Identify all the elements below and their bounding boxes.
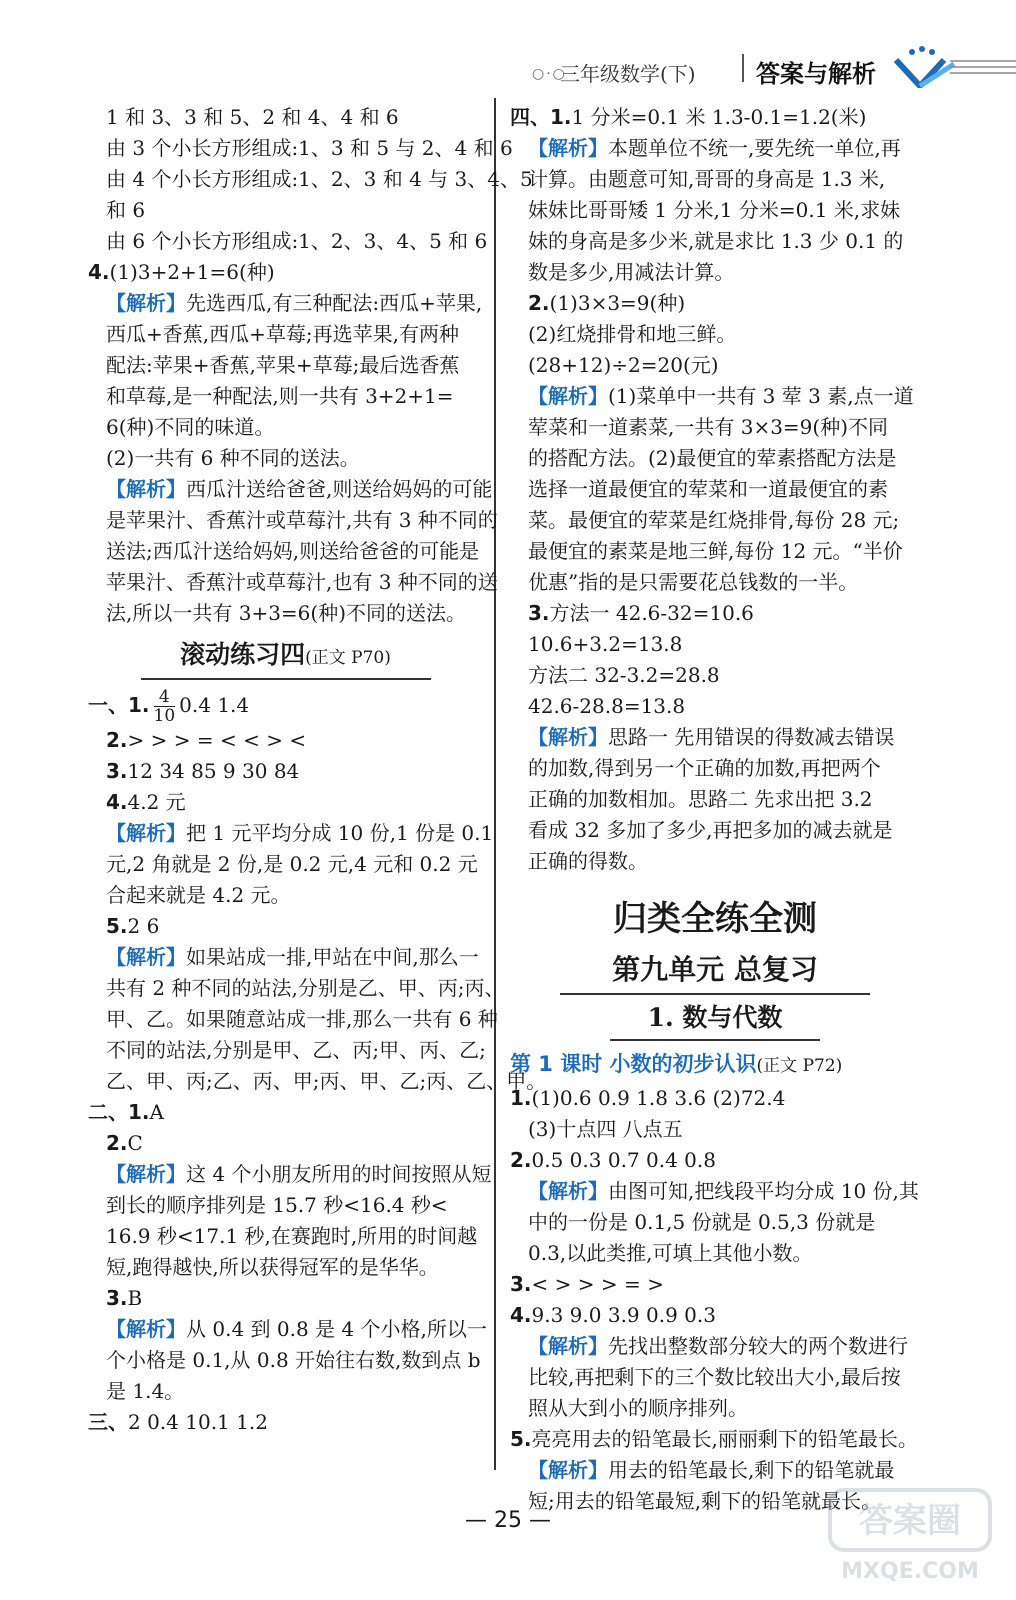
line-text: 0.5 0.3 0.7 0.4 0.8 xyxy=(531,1148,716,1172)
line-text: 方法二 32-3.2=28.8 xyxy=(528,663,720,687)
question-number: 3. xyxy=(510,1272,532,1296)
analysis-label: 【解析】 xyxy=(528,384,608,408)
section-title-roll xyxy=(88,635,483,678)
line-text: 和草莓,是一种配法,则一共有 3+2+1= xyxy=(106,384,454,408)
answer-line xyxy=(510,753,920,784)
analysis-label: 【解析】 xyxy=(106,945,186,969)
line-text: 最便宜的素菜是地三鲜,每份 12 元。“半价 xyxy=(528,539,903,563)
line-text: 由 4 个小长方形组成:1、2、3 和 4 与 3、4、5 xyxy=(106,167,533,191)
line-text: 6(种)不同的味道。 xyxy=(106,415,275,439)
line-text: 西瓜汁送给爸爸,则送给妈妈的可能 xyxy=(186,477,493,501)
question-number: 3. xyxy=(106,1286,128,1310)
watermark-logo xyxy=(820,1480,1000,1590)
answer-line xyxy=(510,1176,920,1207)
answer-line xyxy=(88,1283,483,1314)
answer-line xyxy=(510,381,920,412)
answer-line xyxy=(88,911,483,942)
answer-line xyxy=(510,846,920,877)
answer-line xyxy=(510,1238,920,1269)
question-number: 三、 xyxy=(88,1410,128,1434)
answer-line xyxy=(88,443,483,474)
right-column xyxy=(510,102,920,1517)
answer-line xyxy=(88,1159,492,1190)
answer-line xyxy=(510,691,920,722)
line-text: 从 0.4 到 0.8 是 4 个小格,所以一 xyxy=(186,1317,487,1341)
line-text: C xyxy=(127,1131,143,1155)
left-answer-lines xyxy=(88,102,533,629)
line-text: 2 6 xyxy=(127,914,160,938)
line-text: (1)3+2+1=6(种) xyxy=(109,260,275,284)
answer-line xyxy=(88,381,483,412)
question-number: 5. xyxy=(106,914,128,938)
line-text: 和 6 xyxy=(106,198,146,222)
analysis-label: 【解析】 xyxy=(106,1162,186,1186)
answer-line xyxy=(88,787,483,818)
answer-line xyxy=(88,1345,483,1376)
answer-line xyxy=(88,1097,483,1128)
line-text: 计算。由题意可知,哥哥的身高是 1.3 米, xyxy=(528,167,886,191)
answer-line xyxy=(510,474,920,505)
answer-line xyxy=(510,629,920,660)
answer-line xyxy=(88,1035,486,1066)
line-text: 把 1 元平均分成 10 份,1 份是 0.1 xyxy=(186,821,494,845)
decorative-dots: ○·○ xyxy=(532,66,567,82)
answer-line xyxy=(510,567,920,598)
answer-line xyxy=(510,1269,920,1300)
answer-line xyxy=(88,164,533,195)
lesson-title xyxy=(510,1047,920,1083)
answer-line xyxy=(88,536,483,567)
lesson-title-text: 第 1 课时 小数的初步认识 xyxy=(510,1052,757,1076)
answer-line xyxy=(510,1331,920,1362)
line-text: 的加数,得到另一个正确的加数,再把两个 xyxy=(528,756,881,780)
line-text: 由 6 个小长方形组成:1、2、3、4、5 和 6 xyxy=(106,229,488,253)
answer-line xyxy=(88,973,505,1004)
line-text: 正确的得数。 xyxy=(528,849,648,873)
section-label: 答案与解析 xyxy=(756,60,876,88)
answer-line xyxy=(88,567,498,598)
answer-line xyxy=(510,722,920,753)
line-text: 比较,再把剩下的三个数比较出大小,最后按 xyxy=(528,1365,901,1389)
line-text: 12 34 85 9 30 84 xyxy=(127,759,300,783)
page-header xyxy=(520,44,1000,94)
answer-line xyxy=(510,1145,920,1176)
analysis-label: 【解析】 xyxy=(106,477,186,501)
line-text: (2)一共有 6 种不同的送法。 xyxy=(106,446,360,470)
question-number: 2. xyxy=(528,291,550,315)
answer-line xyxy=(510,195,920,226)
line-text: 10.6+3.2=13.8 xyxy=(528,632,683,656)
answer-line xyxy=(88,505,498,536)
line-text: 用去的铅笔最长,剩下的铅笔就最 xyxy=(608,1458,895,1482)
line-text: 思路一 先用错误的得数减去错误 xyxy=(608,725,895,749)
answer-line xyxy=(88,1376,483,1407)
answer-line xyxy=(88,257,483,288)
line-text: 1 和 3、3 和 5、2 和 4、4 和 6 xyxy=(106,105,399,129)
answer-line xyxy=(88,942,483,973)
line-text: 照从大到小的顺序排列。 xyxy=(528,1396,748,1420)
line-text: 不同的站法,分别是甲、乙、丙;甲、丙、乙; xyxy=(106,1038,486,1062)
line-text: 42.6-28.8=13.8 xyxy=(528,694,686,718)
question-number: 4. xyxy=(510,1303,532,1327)
question-number: 四、1. xyxy=(510,105,572,129)
answer-line xyxy=(510,288,920,319)
answer-line xyxy=(88,1190,483,1221)
roll-title-text: 滚动练习四 xyxy=(180,640,306,669)
line-text: 0.4 1.4 xyxy=(179,693,250,717)
line-text: 方法一 42.6-32=10.6 xyxy=(549,601,754,625)
line-text: < > > > = > xyxy=(531,1272,664,1296)
answer-line xyxy=(510,1424,920,1455)
analysis-label: 【解析】 xyxy=(528,1179,608,1203)
line-text: B xyxy=(127,1286,143,1310)
answer-line xyxy=(510,102,920,133)
answer-line xyxy=(88,412,483,443)
answer-line xyxy=(510,1393,920,1424)
answer-line xyxy=(88,195,483,226)
line-text: > > > = < < > < xyxy=(127,728,307,752)
line-text: 由 3 个小长方形组成:1、3 和 5 与 2、4 和 6 xyxy=(106,136,513,160)
answer-line xyxy=(510,443,920,474)
line-text: 优惠”指的是只需要花总钱数的一半。 xyxy=(528,570,859,594)
line-text: 2 0.4 10.1 1.2 xyxy=(128,1410,268,1434)
question-number: 一、1. xyxy=(88,693,150,717)
analysis-label: 【解析】 xyxy=(528,1334,608,1358)
chapter-big-title: 归类全练全测 xyxy=(613,899,817,939)
header-separator xyxy=(742,54,744,82)
line-text: 短;用去的铅笔最短,剩下的铅笔就最长。 xyxy=(528,1489,882,1513)
line-text: 16.9 秒<17.1 秒,在赛跑时,所用的时间越 xyxy=(106,1224,478,1248)
question-number: 4. xyxy=(106,790,128,814)
answer-line xyxy=(88,1004,498,1035)
analysis-label: 【解析】 xyxy=(106,1317,186,1341)
answer-line xyxy=(88,1066,547,1097)
line-text: 短,跑得越快,所以获得冠军的是华华。 xyxy=(106,1255,439,1279)
answer-line xyxy=(88,756,483,787)
question-number: 2. xyxy=(106,728,128,752)
line-text: 的搭配方法。(2)最便宜的荤素搭配方法是 xyxy=(528,446,897,470)
line-text: (3)十点四 八点五 xyxy=(528,1117,683,1141)
answer-line xyxy=(88,1314,487,1345)
answer-line xyxy=(510,505,920,536)
fraction-denominator: 10 xyxy=(153,706,176,726)
line-text: 到长的顺序排列是 15.7 秒<16.4 秒< xyxy=(106,1193,448,1217)
line-text: 是苹果汁、香蕉汁或草莓汁,共有 3 种不同的 xyxy=(106,508,498,532)
column-divider xyxy=(494,98,496,1470)
unit-title: 第九单元 总复习 xyxy=(612,953,818,986)
line-text: 正确的加数相加。思路二 先求出把 3.2 xyxy=(528,787,873,811)
fraction xyxy=(154,688,176,725)
line-text: 选择一道最便宜的荤菜和一道最便宜的素 xyxy=(528,477,888,501)
answer-line xyxy=(88,598,483,629)
answer-line xyxy=(510,350,920,381)
answer-line xyxy=(88,1407,483,1438)
question-number: 5. xyxy=(510,1427,532,1451)
line-text: 0.3,以此类推,可填上其他小数。 xyxy=(528,1241,813,1265)
analysis-label: 【解析】 xyxy=(106,291,186,315)
question-number: 2. xyxy=(510,1148,532,1172)
svg-text:答案圈: 答案圈 xyxy=(859,1501,961,1541)
line-text: 乙、甲、丙;乙、丙、甲;丙、甲、乙;丙、乙、甲。 xyxy=(106,1069,547,1093)
line-text: 甲、乙。如果随意站成一排,那么一共有 6 种 xyxy=(106,1007,498,1031)
line-text: 合起来就是 4.2 元。 xyxy=(106,883,291,907)
answer-line xyxy=(88,133,513,164)
question-number: 3. xyxy=(106,759,128,783)
line-text: 菜。最便宜的荤菜是红烧排骨,每份 28 元; xyxy=(528,508,900,532)
analysis-label: 【解析】 xyxy=(106,821,186,845)
line-text: 先找出整数部分较大的两个数进行 xyxy=(608,1334,908,1358)
analysis-label: 【解析】 xyxy=(528,1458,608,1482)
answer-line xyxy=(510,1207,920,1238)
line-text: 先选西瓜,有三种配法:西瓜+苹果, xyxy=(186,291,483,315)
line-text: 1 分米=0.1 米 1.3-0.1=1.2(米) xyxy=(571,105,867,129)
roll-title-ref: (正文 P70) xyxy=(305,648,391,668)
answer-line xyxy=(88,849,483,880)
answer-line xyxy=(510,660,920,691)
answer-line xyxy=(510,1300,920,1331)
answer-line xyxy=(510,1362,920,1393)
lesson-ref: (正文 P72) xyxy=(756,1056,843,1076)
answer-line xyxy=(510,815,920,846)
answer-line xyxy=(510,226,920,257)
line-text: 亮亮用去的铅笔最长,丽丽剩下的铅笔最长。 xyxy=(531,1427,918,1451)
answer-line xyxy=(510,164,920,195)
header-rule-lines xyxy=(950,58,1016,78)
answer-line xyxy=(88,474,493,505)
answer-line xyxy=(510,1083,920,1114)
line-text: (28+12)÷2=20(元) xyxy=(528,353,719,377)
line-text: 个小格是 0.1,从 0.8 开始往右数,数到点 b xyxy=(106,1348,481,1372)
line-text: 看成 32 多加了多少,再把多加的减去就是 xyxy=(528,818,893,842)
title-underline xyxy=(141,678,431,680)
answer-line xyxy=(88,1221,483,1252)
answer-line xyxy=(88,818,494,849)
question-number: 4. xyxy=(88,260,110,284)
line-text: 中的一份是 0.1,5 份就是 0.5,3 份就是 xyxy=(528,1210,876,1234)
page-number: — 25 — xyxy=(465,1508,551,1533)
answer-line xyxy=(88,319,483,350)
line-text: 共有 2 种不同的站法,分别是乙、甲、丙;丙、 xyxy=(106,976,505,1000)
answer-line xyxy=(88,350,483,381)
line-text: 西瓜+香蕉,西瓜+草莓;再选苹果,有两种 xyxy=(106,322,459,346)
line-text: 如果站成一排,甲站在中间,那么一 xyxy=(186,945,479,969)
answer-line xyxy=(510,319,920,350)
analysis-label: 【解析】 xyxy=(528,136,608,160)
sub-title: 1. 数与代数 xyxy=(647,1003,783,1032)
answer-line xyxy=(510,784,920,815)
answer-line xyxy=(88,1128,483,1159)
question-number: 1. xyxy=(510,1086,532,1110)
unit-underline xyxy=(560,993,870,995)
right-answer-lines xyxy=(510,102,920,877)
line-text: 元,2 角就是 2 份,是 0.2 元,4 元和 0.2 元 xyxy=(106,852,478,876)
line-text: (1)3×3=9(种) xyxy=(549,291,686,315)
answer-line xyxy=(510,257,920,288)
line-text: (2)红烧排骨和地三鲜。 xyxy=(528,322,737,346)
line-text: 这 4 个小朋友所用的时间按照从短 xyxy=(186,1162,492,1186)
line-text: 送法;西瓜汁送给妈妈,则送给爸爸的可能是 xyxy=(106,539,480,563)
book-grade-label: 三年级数学(下) xyxy=(560,62,696,86)
fraction-numerator: 4 xyxy=(158,687,170,707)
line-text: 由图可知,把线段平均分成 10 份,其 xyxy=(608,1179,919,1203)
question-number: 3. xyxy=(528,601,550,625)
answer-line xyxy=(88,288,483,319)
sub-underline xyxy=(610,1039,820,1041)
answer-line xyxy=(510,536,920,567)
answer-line xyxy=(88,1252,483,1283)
question-number: 二、1. xyxy=(88,1100,150,1124)
question-number: 2. xyxy=(106,1131,128,1155)
line-text: 苹果汁、香蕉汁或草莓汁,也有 3 种不同的送 xyxy=(106,570,498,594)
line-text: 荤菜和一道素菜,一共有 3×3=9(种)不同 xyxy=(528,415,889,439)
line-text: 妹妹比哥哥矮 1 分米,1 分米=0.1 米,求妹 xyxy=(528,198,901,222)
line-text: 法,所以一共有 3+3=6(种)不同的送法。 xyxy=(106,601,467,625)
answer-line xyxy=(510,598,920,629)
line-text: 数是多少,用减法计算。 xyxy=(528,260,735,284)
line-text: 是 1.4。 xyxy=(106,1379,185,1403)
line-text: (1)0.6 0.9 1.8 3.6 (2)72.4 xyxy=(531,1086,786,1110)
answer-line xyxy=(88,102,483,133)
answer-line xyxy=(88,688,483,725)
line-text: 妹的身高是多少米,就是求比 1.3 少 0.1 的 xyxy=(528,229,904,253)
line-text: 本题单位不统一,要先统一单位,再 xyxy=(608,136,901,160)
answer-line xyxy=(510,1114,920,1145)
line-text: 9.3 9.0 3.9 0.9 0.3 xyxy=(531,1303,716,1327)
answer-line xyxy=(88,226,488,257)
left-answer-lines-2 xyxy=(88,687,547,1438)
line-text: 4.2 元 xyxy=(127,790,186,814)
answer-line xyxy=(510,133,920,164)
right-answer-lines-2 xyxy=(510,1083,920,1517)
answer-line xyxy=(88,725,483,756)
svg-text:MXQE.COM: MXQE.COM xyxy=(841,1559,979,1584)
line-text: 配法:苹果+香蕉,苹果+草莓;最后选香蕉 xyxy=(106,353,460,377)
line-text: A xyxy=(149,1100,164,1124)
line-text: (1)菜单中一共有 3 荤 3 素,点一道 xyxy=(608,384,914,408)
answer-line xyxy=(510,412,920,443)
analysis-label: 【解析】 xyxy=(528,725,608,749)
answer-line xyxy=(88,880,483,911)
